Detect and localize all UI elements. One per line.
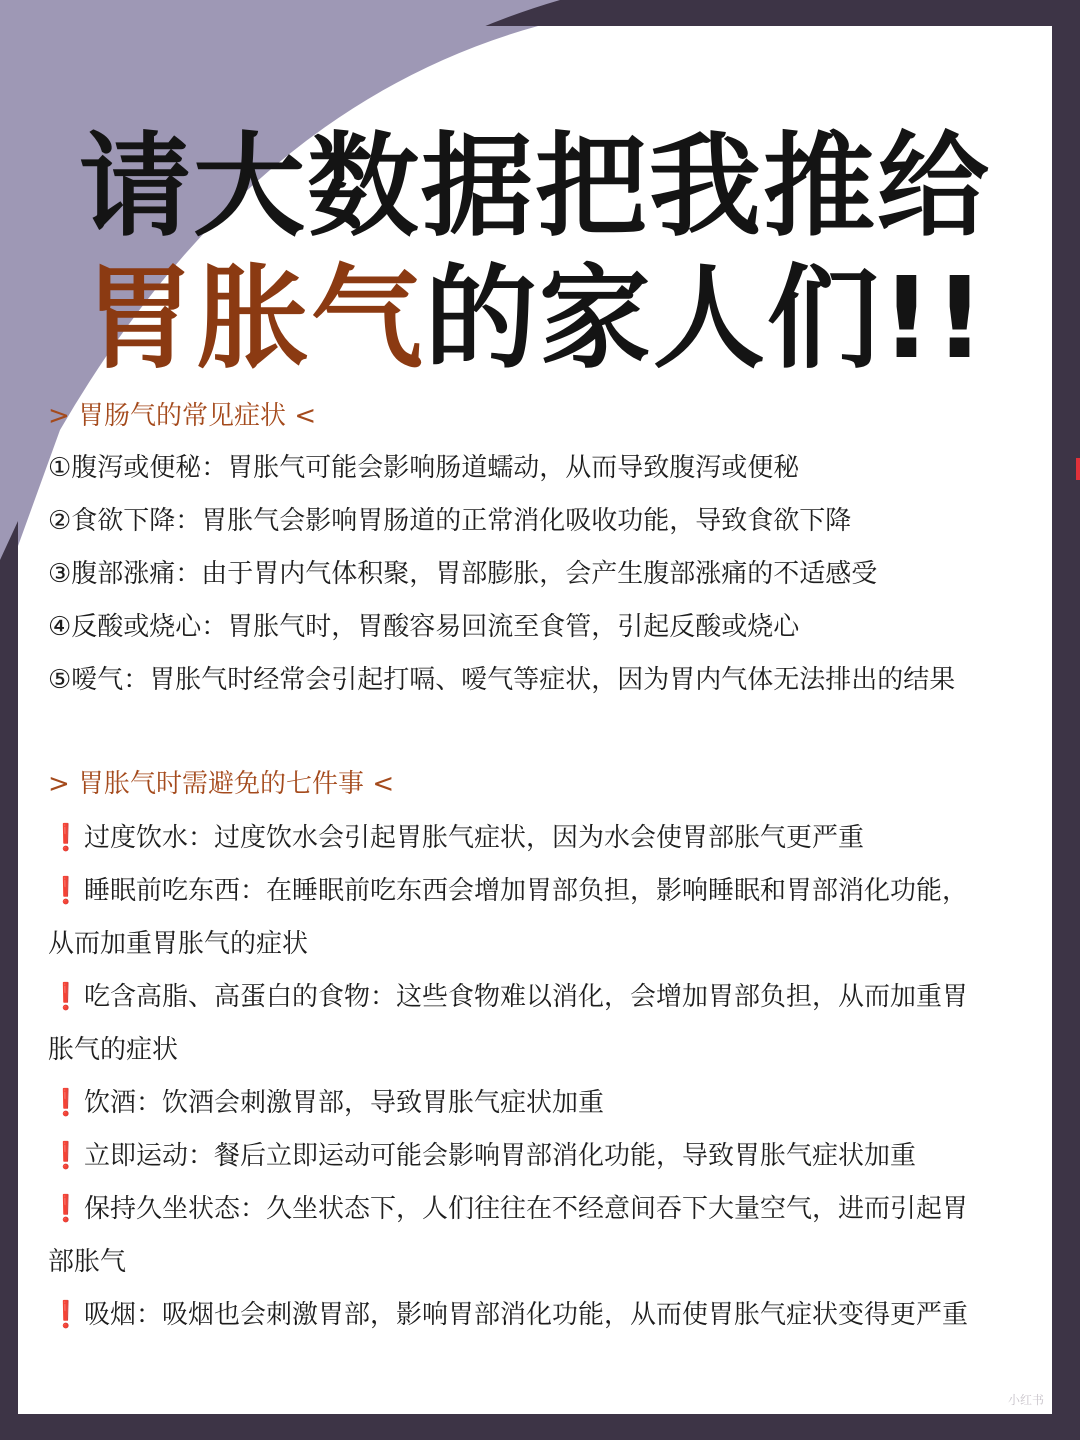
avoid-item-text: 吸烟：吸烟也会刺激胃部，影响胃部消化功能，从而使胃胀气症状变得更严重	[84, 1300, 969, 1330]
section-heading-avoid: > 胃胀气时需避免的七件事 <	[48, 769, 395, 799]
avoid-item	[48, 865, 1038, 918]
avoid-item-text: 吃含高脂、高蛋白的食物：这些食物难以消化，会增加胃部负担，从而加重胃	[84, 982, 969, 1012]
page-title-line-1: 请大数据把我推给	[79, 122, 991, 252]
title-rest: 的家人们!!	[424, 254, 988, 384]
avoid-item-continued: 从而加重胃胀气的症状	[48, 929, 309, 959]
alert-icon: ❗	[49, 1141, 83, 1171]
avoid-item-text: 饮酒：饮酒会刺激胃部，导致胃胀气症状加重	[84, 1088, 605, 1118]
alert-icon: ❗	[49, 1300, 83, 1330]
page-title-line-2	[18, 254, 1052, 384]
avoid-item-text: 保持久坐状态：久坐状态下，人们往往在不经意间吞下大量空气，进而引起胃	[84, 1194, 969, 1224]
symptom-item: ②食欲下降：胃胀气会影响胃肠道的正常消化吸收功能，导致食欲下降	[48, 506, 852, 536]
avoid-item	[48, 1077, 1038, 1130]
symptom-item: ④反酸或烧心：胃胀气时，胃酸容易回流至食管，引起反酸或烧心	[48, 612, 800, 642]
alert-icon: ❗	[49, 876, 83, 906]
alert-icon: ❗	[49, 1088, 83, 1118]
title-highlight: 胃胀气	[82, 254, 425, 384]
edge-alert-mark	[1076, 458, 1080, 480]
avoid-item-text: 过度饮水：过度饮水会引起胃胀气症状，因为水会使胃部胀气更严重	[84, 823, 865, 853]
alert-icon: ❗	[49, 823, 83, 853]
alert-icon: ❗	[49, 982, 83, 1012]
symptom-item: ⑤嗳气：胃胀气时经常会引起打嗝、嗳气等症状，因为胃内气体无法排出的结果	[48, 665, 956, 695]
section-heading-symptoms: > 胃肠气的常见症状 <	[48, 401, 317, 431]
symptom-item: ③腹部涨痛：由于胃内气体积聚，胃部膨胀，会产生腹部涨痛的不适感受	[48, 559, 878, 589]
avoid-item-text: 睡眠前吃东西：在睡眠前吃东西会增加胃部负担，影响睡眠和胃部消化功能，	[84, 876, 969, 906]
avoid-item-continued: 部胀气	[48, 1247, 127, 1277]
content-card	[18, 26, 1052, 1414]
avoid-item	[48, 1289, 1038, 1342]
avoid-item-text: 立即运动：餐后立即运动可能会影响胃部消化功能，导致胃胀气症状加重	[84, 1141, 917, 1171]
watermark: 小红书	[1007, 1393, 1044, 1407]
avoid-item	[48, 812, 1038, 865]
avoid-item	[48, 1130, 1038, 1183]
alert-icon: ❗	[49, 1194, 83, 1224]
avoid-item-continued: 胀气的症状	[48, 1035, 179, 1065]
avoid-item	[48, 971, 1038, 1024]
symptom-item: ①腹泻或便秘：胃胀气可能会影响肠道蠕动，从而导致腹泻或便秘	[48, 453, 800, 483]
avoid-item	[48, 1183, 1038, 1236]
